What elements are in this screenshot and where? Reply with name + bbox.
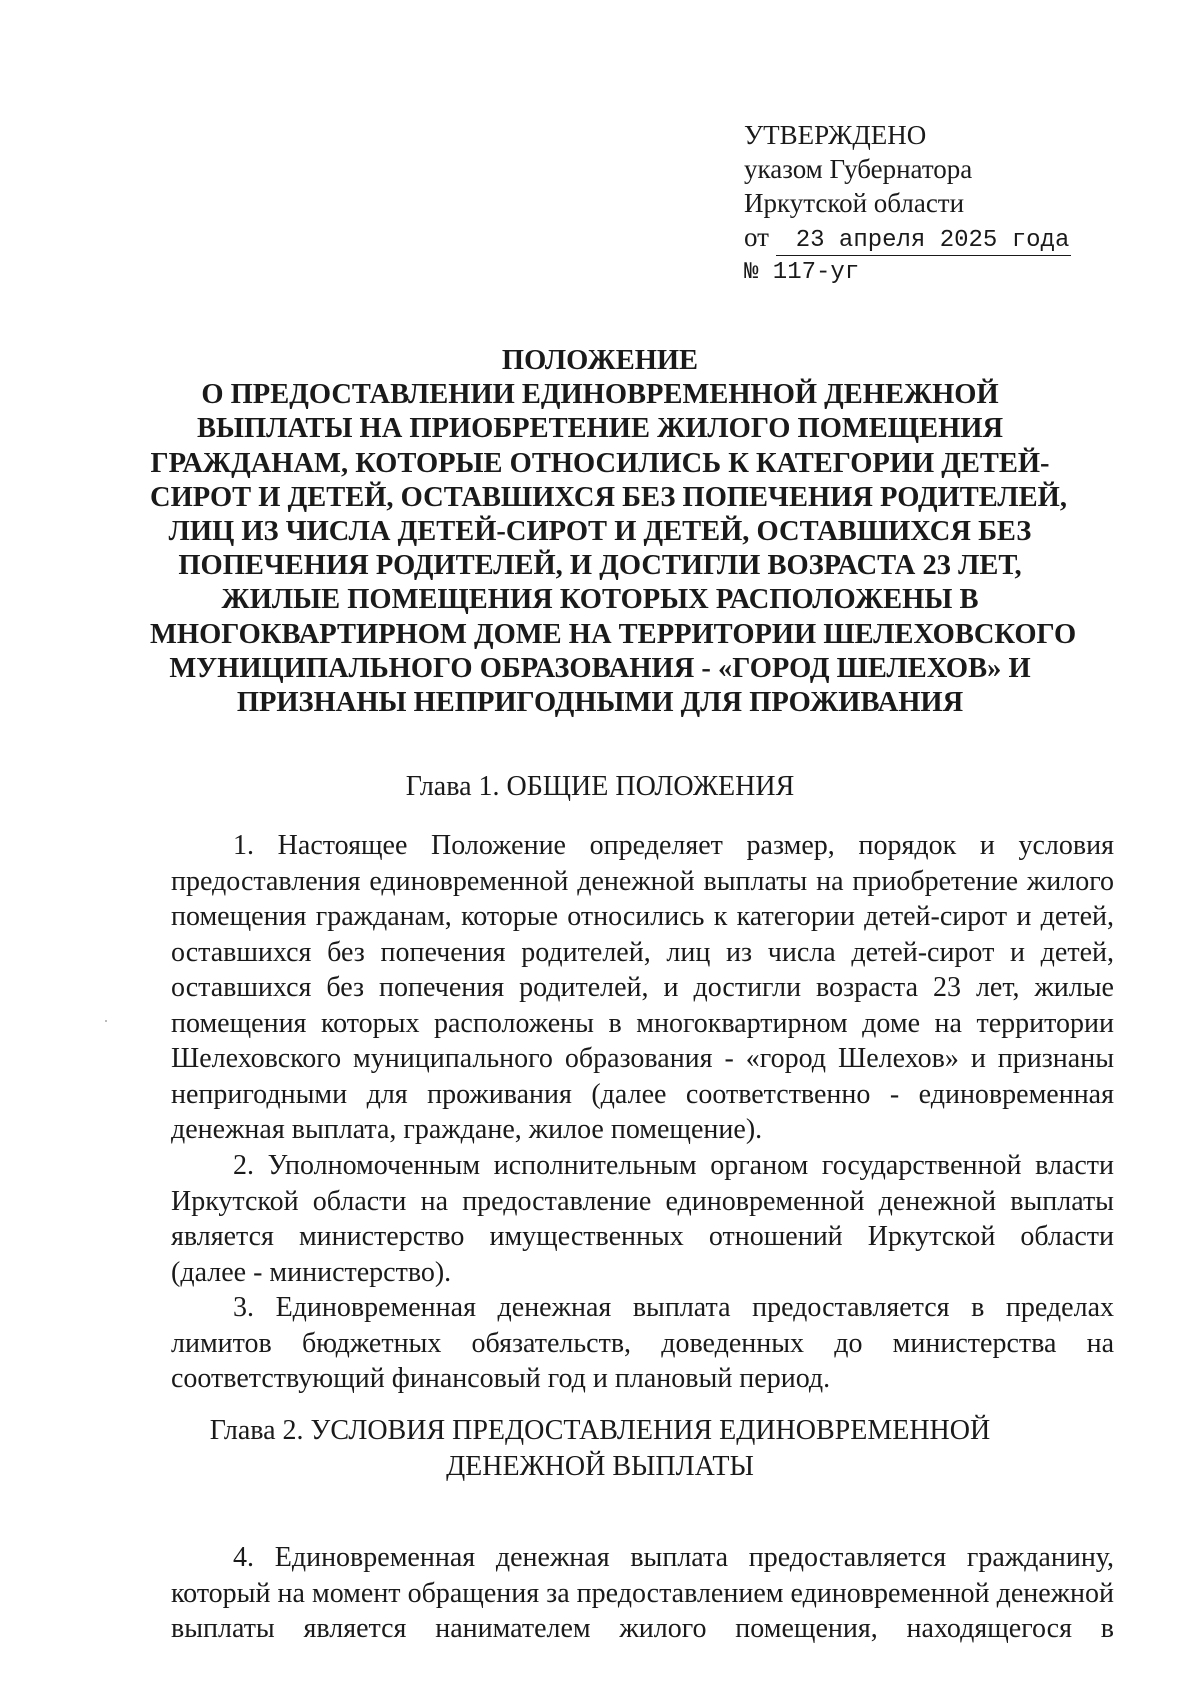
approval-block — [744, 118, 1084, 290]
paragraph-line: выплаты является нанимателем жилого помещения, находящегося в — [171, 1613, 1114, 1644]
paragraph-line: оставшихся без попечения родителей, и достигли возраста 23 лет, жилые — [171, 972, 1114, 1003]
paragraph-line: 2. Уполномоченным исполнительным органом государственной власти — [233, 1150, 1114, 1181]
paragraph-line: оставшихся без попечения родителей, лиц из числа детей-сирот и детей, — [171, 936, 1114, 968]
approval-date-value: 23 апреля 2025 года — [776, 227, 1071, 256]
chapter-heading-line: ДЕНЕЖНОЙ ВЫПЛАТЫ — [446, 1451, 754, 1482]
paragraph-line: 4. Единовременная денежная выплата предоставляется гражданину, — [233, 1542, 1114, 1573]
paragraph-line: лимитов бюджетных обязательств, доведенных до министерства на — [171, 1327, 1114, 1359]
paragraph-line: помещения гражданам, которые относились к категории детей-сирот и детей, — [171, 901, 1114, 932]
title-line: ВЫПЛАТЫ НА ПРИОБРЕТЕНИЕ ЖИЛОГО ПОМЕЩЕНИЯ — [196, 413, 1004, 445]
chapter-1-heading — [150, 769, 1050, 805]
title-line: ЛИЦ ИЗ ЧИСЛА ДЕТЕЙ-СИРОТ И ДЕТЕЙ, ОСТАВШИХСЯ БЕЗ — [168, 516, 1032, 548]
chapter-heading-line: Глава 2. УСЛОВИЯ ПРЕДОСТАВЛЕНИЯ ЕДИНОВРЕМЕННОЙ — [209, 1415, 991, 1446]
paragraph-4 — [171, 1540, 1114, 1647]
title-line: О ПРЕДОСТАВЛЕНИИ ЕДИНОВРЕМЕННОЙ ДЕНЕЖНОЙ — [201, 379, 999, 411]
paragraph-line: является министерство имущественных отношений Иркутской области — [171, 1221, 1114, 1252]
title-line: МНОГОКВАРТИРНОМ ДОМЕ НА ТЕРРИТОРИИ ШЕЛЕХОВСКОГО — [150, 618, 1077, 650]
paragraph-line: предоставления единовременной денежной выплаты на приобретение жилого — [171, 865, 1114, 897]
approval-date-line — [744, 220, 1084, 256]
paragraph-1 — [171, 828, 1114, 1148]
title-line: СИРОТ И ДЕТЕЙ, ОСТАВШИХСЯ БЕЗ ПОПЕЧЕНИЯ РОДИТЕЛЕЙ, — [150, 481, 1067, 513]
paragraph-line: 1. Настоящее Положение определяет размер, порядок и условия — [233, 830, 1114, 861]
paragraph-2 — [171, 1148, 1114, 1290]
title-line: ГРАЖДАНАМ, КОТОРЫЕ ОТНОСИЛИСЬ К КАТЕГОРИИ ДЕТЕЙ- — [150, 447, 1050, 479]
paragraph-line: Иркутской области на предоставление единовременной денежной выплаты — [171, 1185, 1114, 1217]
approval-heading: УТВЕРЖДЕНО — [744, 120, 927, 150]
paragraph-3 — [171, 1290, 1114, 1397]
scan-artifact — [105, 1020, 107, 1022]
paragraph-line: Шелеховского муниципального образования - «город Шелехов» и признаны — [171, 1043, 1114, 1074]
paragraph-line: помещения которых расположены в многоквартирном доме на территории — [171, 1007, 1114, 1039]
paragraph-line: денежная выплата, граждане, жилое помещение). — [171, 1114, 763, 1145]
title-line: ПРИЗНАНЫ НЕПРИГОДНЫМИ ДЛЯ ПРОЖИВАНИЯ — [236, 687, 964, 719]
approval-region: Иркутской области — [744, 188, 965, 218]
title-line: ПОПЕЧЕНИЯ РОДИТЕЛЕЙ, И ДОСТИГЛИ ВОЗРАСТА 23 ЛЕТ, — [178, 550, 1022, 582]
paragraph-line: который на момент обращения за предоставлением единовременной денежной — [171, 1577, 1114, 1609]
paragraph-line: (далее - министерство). — [171, 1256, 452, 1288]
title-line: МУНИЦИПАЛЬНОГО ОБРАЗОВАНИЯ - «ГОРОД ШЕЛЕХОВ» И — [169, 652, 1031, 684]
approval-number: № 117-уг — [744, 259, 860, 286]
title-line: ЖИЛЫЕ ПОМЕЩЕНИЯ КОТОРЫХ РАСПОЛОЖЕНЫ В — [221, 584, 979, 616]
paragraph-line: непригодными для проживания (далее соответственно - единовременная — [171, 1078, 1114, 1110]
chapter-2-heading — [150, 1413, 1050, 1485]
chapter-heading-line: Глава 1. ОБЩИЕ ПОЛОЖЕНИЯ — [405, 771, 795, 802]
approval-date-prefix: от — [744, 222, 769, 252]
paragraph-line: соответствующий финансовый год и плановый период. — [171, 1363, 831, 1394]
document-title — [150, 344, 1077, 720]
approval-decree: указом Губернатора — [744, 154, 973, 184]
paragraph-line: 3. Единовременная денежная выплата предоставляется в пределах — [233, 1292, 1114, 1323]
title-line: ПОЛОЖЕНИЕ — [501, 345, 699, 376]
